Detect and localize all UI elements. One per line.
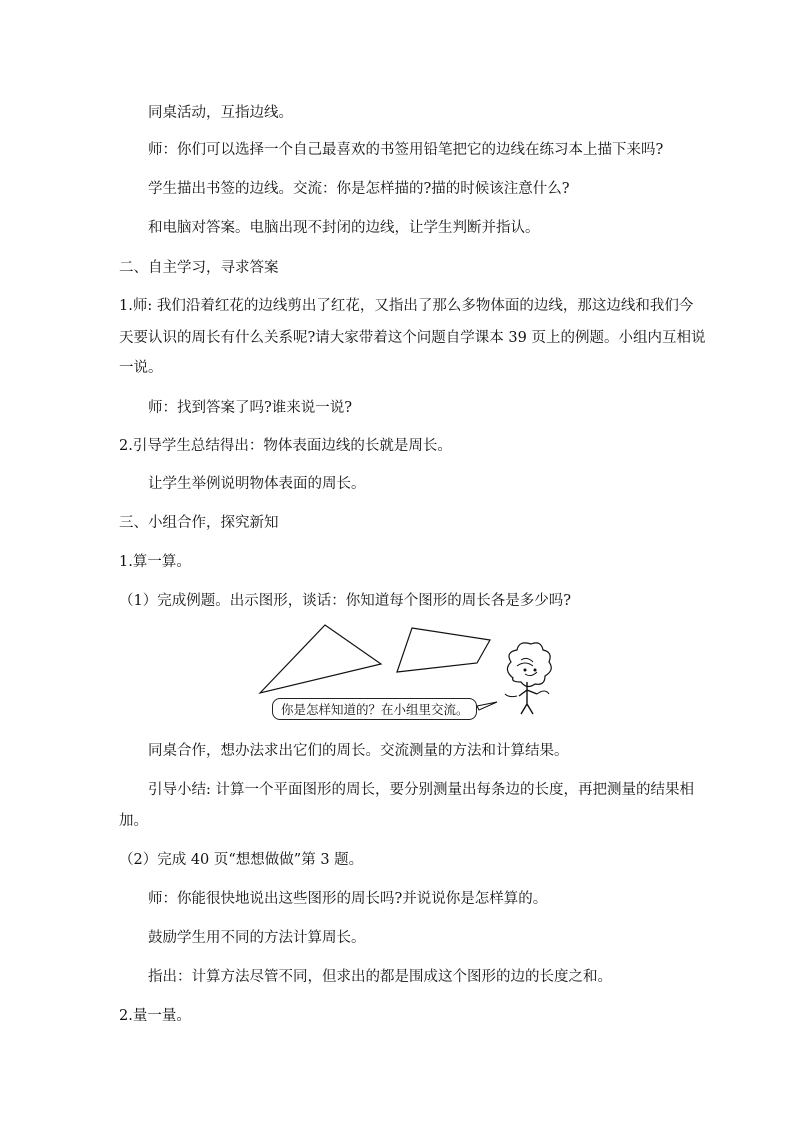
paragraph: 和电脑对答案。电脑出现不封闭的边线，让学生判断并指认。 [148,220,540,236]
paragraph: 2.引导学生总结得出：物体表面边线的长就是周长。 [119,438,452,454]
paragraph: 让学生举例说明物体表面的周长。 [148,476,366,492]
paragraph-continued: 一说。 [119,360,163,376]
paragraph: 师：找到答案了吗?谁来说一说? [148,400,353,416]
paragraph: 学生描出书签的边线。交流：你是怎样描的?描的时候该注意什么? [148,181,570,197]
paragraph: 鼓励学生用不同的方法计算周长。 [148,930,366,946]
paragraph: 同桌活动，互指边线。 [148,105,293,121]
paragraph-continued: 加。 [119,813,148,829]
quadrilateral-shape [397,628,490,672]
paragraph: 同桌合作，想办法求出它们的周长。交流测量的方法和计算结果。 [148,743,569,759]
paragraph: 1.师: 我们沿着红花的边线剪出了红花，又指出了那么多物体面的边线，那这边线和我们今 [119,298,694,314]
speech-bubble: 你是怎样知道的？在小组里交流。 [272,698,477,720]
paragraph: （1）完成例题。出示图形，谈话：你知道每个图形的周长各是多少吗? [119,593,571,609]
paragraph: 师：你能很快地说出这些图形的周长吗?并说说你是怎样算的。 [148,891,548,907]
paragraph: 指出：计算方法尽管不同，但求出的都是围成这个图形的边的长度之和。 [148,969,612,985]
cartoon-character-icon [505,643,551,714]
section-heading: 二、自主学习，寻求答案 [119,260,279,276]
paragraph-continued: 天要认识的周长有什么关系呢?请大家带着这个问题自学课本 39 页上的例题。小组内互相说 [119,330,706,346]
triangle-shape [260,625,381,693]
section-heading: 三、小组合作，探究新知 [119,515,279,531]
paragraph: 师：你们可以选择一个自己最喜欢的书签用铅笔把它的边线在练习本上描下来吗? [148,142,664,158]
paragraph: 引导小结: 计算一个平面图形的周长，要分别测量出每条边的长度，再把测量的结果相 [148,782,694,798]
paragraph: 1.算一算。 [119,554,191,570]
paragraph: 2.量一量。 [119,1008,191,1024]
paragraph: （2）完成 40 页“想想做做”第 3 题。 [119,852,364,868]
